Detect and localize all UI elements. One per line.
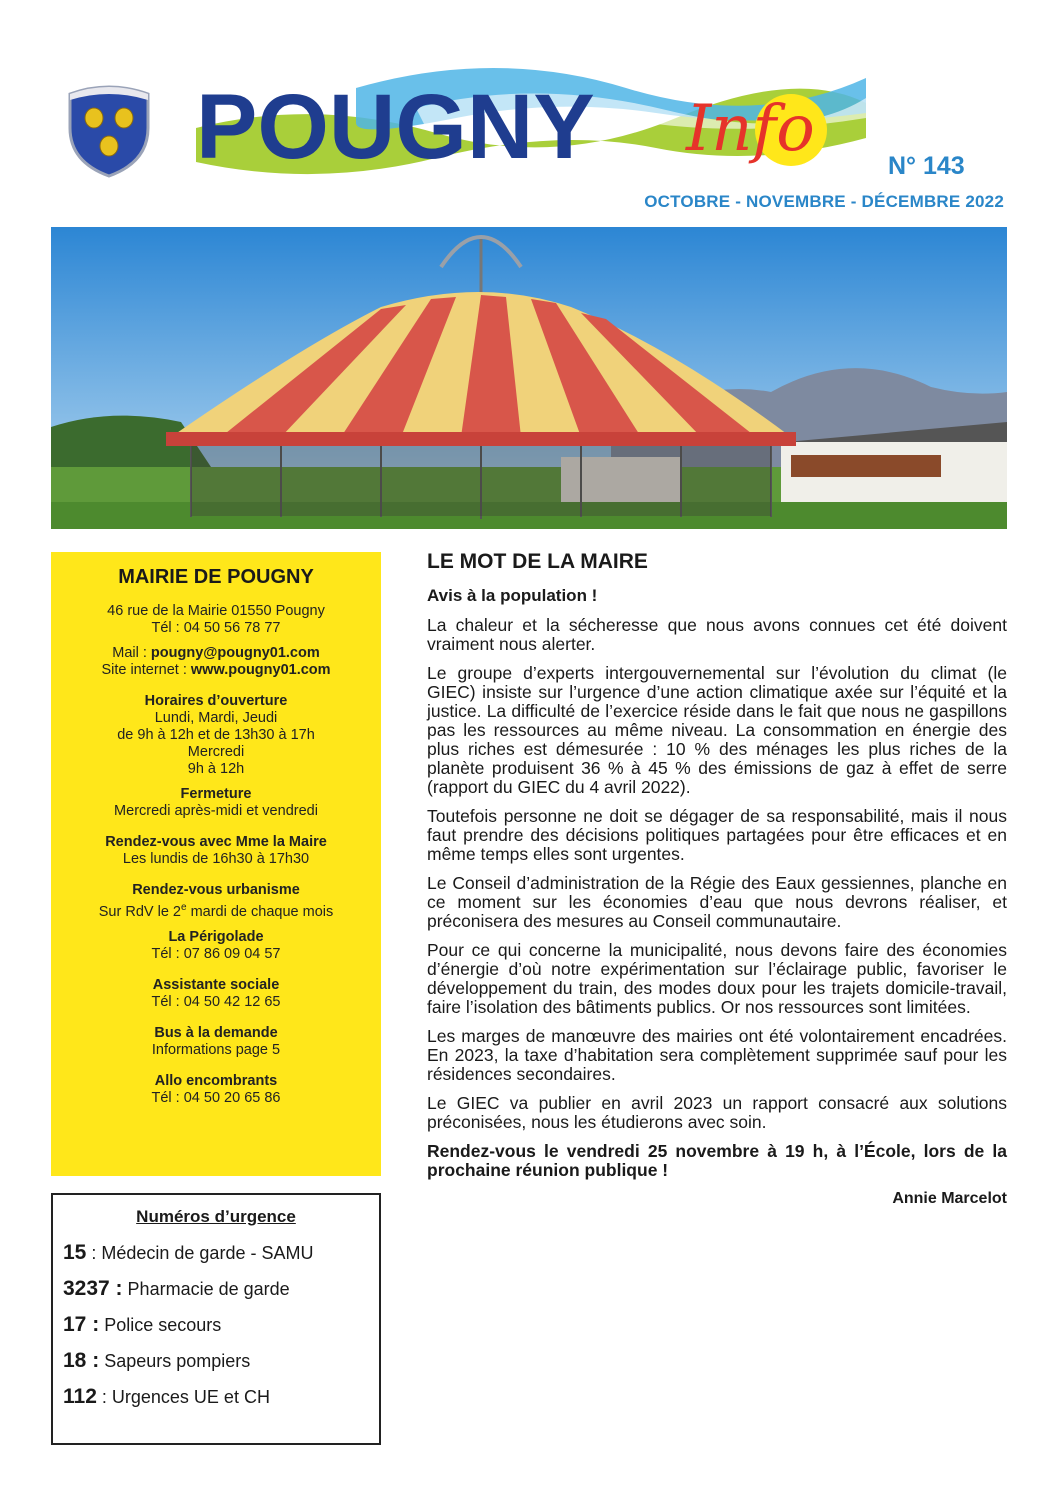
mail-label: Mail : [112,645,151,661]
emergency-row: 3237 : Pharmacie de garde [63,1277,290,1300]
closing-title: Fermeture [180,786,252,802]
hours-title: Horaires d’ouverture [144,693,288,709]
mairie-site-line [51,662,381,679]
hours-days-2: Mercredi [187,744,245,760]
rdv-urbanisme-text: Sur RdV le 2e mardi de chaque mois [98,902,334,920]
article-paragraph: Toutefois personne ne doit se dégager de sa responsabilité, mais il nous faut prendre des décisions politiques partagées pour être efficaces et en même temps elles sont urgentes. [427,806,1007,864]
mairie-mail-line [51,645,381,662]
coat-of-arms-icon [64,76,154,178]
rdv-maire-title: Rendez-vous avec Mme la Maire [105,834,327,850]
article-invitation: Rendez-vous le vendredi 25 novembre à 19 h, à l’École, lors de la prochaine réunion publique ! [427,1141,1007,1180]
article-subtitle: Avis à la population ! [427,586,598,605]
issue-number: N° 143 [888,152,965,180]
perigolade-title: La Périgolade [168,928,264,945]
article-title: LE MOT DE LA MAIRE [427,550,648,573]
bus-text: Informations page 5 [151,1041,281,1058]
logo-script-text: Info [686,92,815,166]
closing-text: Mercredi après-midi et vendredi [114,803,318,819]
masthead-logo [196,58,866,178]
emergency-row: 17 : Police secours [63,1313,222,1336]
mairie-address: 46 rue de la Mairie 01550 Pougny [107,603,325,619]
mairie-info-box [51,552,381,1176]
article-paragraph: Le Conseil d’administration de la Régie des Eaux gessiennes, planche en ce moment sur les économies d’eau que nous devrons réaliser, et préconisera des mesures au Conseil communautaire. [427,873,1007,931]
hours-time-1: de 9h à 12h et de 13h30 à 17h [117,727,315,743]
mairie-tel: Tél : 04 50 56 78 77 [151,620,281,636]
article-paragraph: Le GIEC va publier en avril 2023 un rapport consacré aux solutions préconisées, nous les étudierons avec soin. [427,1093,1007,1132]
article-paragraph: Les marges de manœuvre des mairies ont été volontairement encadrées. En 2023, la taxe d’habitation sera complètement supprimée sauf pour les résidences secondaires. [427,1026,1007,1084]
hours-time-2: 9h à 12h [187,761,245,777]
perigolade-tel: Tél : 07 86 09 04 57 [151,945,281,962]
hours-days-1: Lundi, Mardi, Jeudi [154,710,278,726]
assistante-title: Assistante sociale [152,976,280,993]
allo-tel: Tél : 04 50 20 65 86 [151,1089,281,1106]
site-label: Site internet : [101,662,191,678]
emergency-row: 18 : Sapeurs pompiers [63,1349,251,1372]
bus-title: Bus à la demande [154,1024,278,1041]
emergency-box [51,1193,381,1445]
issue-period: OCTOBRE - NOVEMBRE - DÉCEMBRE 2022 [644,192,1004,211]
article-paragraph: La chaleur et la sécheresse que nous avons connues cet été doivent vraiment nous alerter. [427,615,1007,654]
site-link[interactable]: www.pougny01.com [190,662,331,678]
emergency-row: 15 : Médecin de garde - SAMU [63,1241,314,1264]
article-signature: Annie Marcelot [892,1190,1007,1207]
cover-photo [51,227,1007,529]
emergency-row: 112 : Urgences UE et CH [63,1385,270,1408]
editorial-article [427,550,1007,1208]
mairie-title: MAIRIE DE POUGNY [118,566,314,588]
emergency-title: Numéros d’urgence [136,1207,296,1226]
article-paragraph: Le groupe d’experts intergouvernemental sur l’évolution du climat (le GIEC) insiste sur l’urgence d’une action climatique axée sur l’équité et la justice. La difficulté de l’exercice réside dans le fait que nous ne gaspillons pas les ressources au même niveau. La consommation en énergie des plus riches est démesurée : 10 % des ménages les plus riches de la planète produisent 36 % à 45 % des émissions de gaz à effet de serre (rapport du GIEC du 4 avril 2022). [427,663,1007,797]
allo-title: Allo encombrants [154,1072,278,1089]
assistante-tel: Tél : 04 50 42 12 65 [151,993,281,1010]
mail-link[interactable]: pougny@pougny01.com [150,645,320,661]
rdv-urbanisme-title: Rendez-vous urbanisme [132,882,300,898]
article-paragraph: Pour ce qui concerne la municipalité, nous devons faire des économies d’énergie d’où notre expérimentation sur l’éclairage public, favoriser le développement du train, des modes doux pour les trajets domicile-travail, faire l’isolation des bâtiments publics. Or nos ressources sont limitées. [427,940,1007,1017]
logo-main-text: POUGNY [196,76,595,178]
rdv-maire-text: Les lundis de 16h30 à 17h30 [122,851,310,867]
